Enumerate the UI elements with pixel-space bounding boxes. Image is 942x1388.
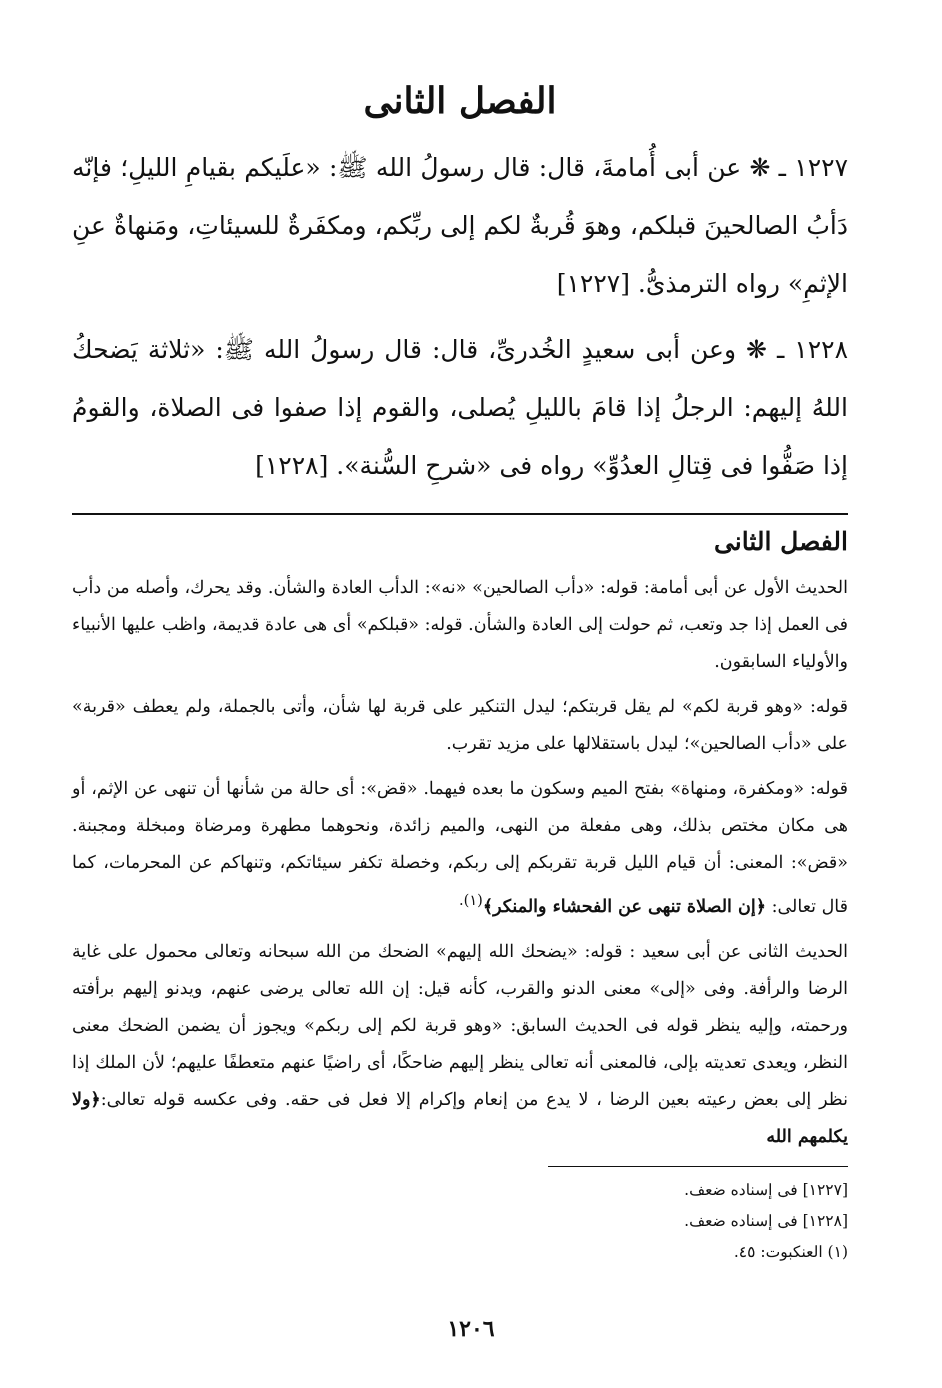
page-content [72, 78, 848, 1268]
commentary-text: الحديث الثانى عن أبى سعيد : قوله: «يضحك الله إليهم» الضحك من الله سبحانه وتعالى محمول على غاية الرضا والرأفة. وفى «إلى» معنى الدنو والقرب، كأنه قيل: إن الله تعالى يرضى عنهم، ويدنو إليهم برأفته ورحمته، وإليه ينظر قوله فى الحديث السابق: «وهو قربة لكم إلى ربكم» ويجوز أن يضمن الضحك معنى النظر، ويعدى تعديته بإلى، فالمعنى أنه تعالى ينظر إليهم ضاحكًا، أى راضيًا عنهم متعطفًا عليهم؛ لأن الملك إذا نظر إلى بعض رعيته بعين الرضا ، لا يدع من إنعام وإكرام إلا فعل فى حقه. وفى عكسه قوله تعالى: [72, 942, 848, 1111]
commentary-paragraph: الحديث الأول عن أبى أمامة: قوله: «دأب الصالحين» «نه»: الدأب العادة والشأن. وقد يحرك، وأصله من دأب فى العمل إذا جد وتعب، ثم حولت إلى العادة والشأن. قوله: «قبلكم» أى هى عادة قديمة، واظب عليها الأنبياء والأولياء السابقون. [72, 578, 848, 673]
footnote: (١) العنكبوت: ٤٥. [733, 1243, 848, 1262]
commentary-title: الفصل الثانى [713, 526, 848, 556]
quran-verse: ﴿ولا يكلمهم الله [72, 1090, 848, 1148]
chapter-title: الفصل الثانى [363, 80, 557, 122]
commentary-paragraph: قوله: «وهو قربة لكم» لم يقل قربتكم؛ ليدل التنكير على قربة لها شأن، وأتى بالجملة، ولم يعطف «قربة» على «دأب الصالحين»؛ ليدل باستقلالها على مزيد تقرب. [72, 697, 848, 755]
commentary-paragraph [72, 771, 848, 926]
footnote: [١٢٢٨] فى إسناده ضعف. [684, 1212, 848, 1231]
hadith-1227: ١٢٢٧ ـ ❋ عن أبى أُمامةَ، قال: قال رسولُ الله ﷺ: «علَيكم بقيامِ الليلِ؛ فإنّه دَأبُ الصالحينَ قبلكم، وهوَ قُربةٌ لكم إلى ربِّكم، ومكفَرةٌ للسيئاتِ، ومَنهاةٌ عنِ الإثمِ» رواه الترمذىُّ. [١٢٢٧] [72, 152, 848, 298]
hadith-1228: ١٢٢٨ ـ ❋ وعن أبى سعيدٍ الخُدرىِّ، قال: قال رسولُ الله ﷺ: «ثلاثة يَضحكُ اللهُ إليهم: الرجلُ إذا قامَ بالليلِ يُصلى، والقوم إذا صفوا فى الصلاة، والقومُ إذا صَفُّوا فى قِتالِ العدُوِّ» رواه فى «شرحِ السُّنة». [١٢٢٨] [72, 334, 848, 480]
commentary-text: قوله: «ومكفرة، ومنهاة» بفتح الميم وسكون ما بعده فيهما. «قض»: أى حالة من شأنها أن تنهى عن الإثم، أو هى مكان مختص بذلك، وهى مفعلة من النهى، والميم زائدة، ونحوهما مطهرة ومرضاة ومبخلة ومجبنة. «قض»: المعنى: أن قيام الليل قربة تقربكم إلى ربكم، وخصلة تكفر سيئاتكم، وتنهاكم عن المحرمات، كما قال تعالى: [72, 779, 848, 918]
footnote-ref: (١). [459, 892, 483, 910]
commentary-paragraph [72, 934, 848, 1156]
section-divider [72, 513, 848, 515]
footnote-divider [548, 1166, 848, 1167]
page-number: ١٢٠٦ [447, 1316, 495, 1342]
quran-verse: ﴿إن الصلاة تنهى عن الفحشاء والمنكر﴾ [482, 897, 766, 918]
footnote: [١٢٢٧] فى إسناده ضعف. [684, 1181, 848, 1200]
